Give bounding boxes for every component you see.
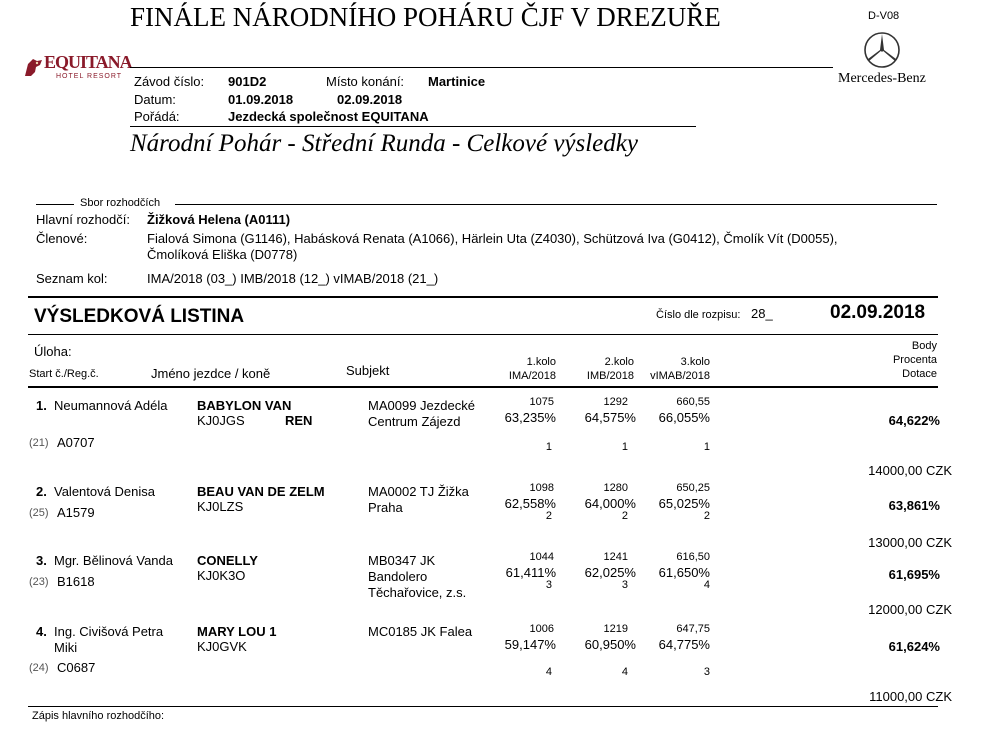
col-start: Start č./Reg.č. [29,368,99,380]
col-prize: Dotace [902,368,937,380]
col-task: Úloha: [34,344,72,359]
header-rule [130,67,833,68]
row-r1-points: 1044 [529,551,554,563]
row-rider: Valentová Denisa [54,484,155,499]
document-code: D-V08 [868,10,900,22]
row-r1-percent: 63,235% [504,410,556,425]
row-r1-points: 1098 [529,482,554,494]
logo-main-text: EQUITANA [44,52,132,72]
row-r3-percent: 65,025% [658,496,710,511]
row-subject-1: MB0347 JK [368,553,436,568]
row-prize: 13000,00 CZK [868,535,952,550]
sponsor-name: Mercedes-Benz [838,71,926,86]
venue-value: Martinice [428,74,486,89]
date-from: 01.09.2018 [228,92,294,107]
row-r3-percent: 61,650% [658,565,710,580]
col-body: Body [911,340,937,352]
row-r2-points: 1292 [603,396,628,408]
document-title: FINÁLE NÁRODNÍHO POHÁRU ČJF V DREZUŘE [130,2,721,32]
row-horse-id: KJ0GVK [197,639,247,654]
row-r2-points: 1219 [603,623,628,635]
row-r1-percent: 59,147% [504,637,556,652]
row-r3-rank: 3 [703,666,710,678]
col-name: Jméno jezdce / koně [151,366,271,381]
col-round-1-b: IMA/2018 [508,370,556,382]
date-to: 02.09.2018 [337,92,403,107]
row-r3-points: 647,75 [676,623,710,635]
row-r2-points: 1241 [603,551,628,563]
row-r2-percent: 60,950% [584,637,636,652]
row-r3-rank: 1 [703,441,710,453]
row-rider: Neumannová Adéla [54,398,168,413]
row-horse-id: KJ0K3O [197,568,246,583]
competition-label: Závod číslo: [134,74,205,89]
row-horse-extra: REN [285,413,313,428]
row-r2-rank: 3 [621,579,628,591]
row-total-percent: 64,622% [888,413,940,428]
date-label: Datum: [134,92,176,107]
results-title: VÝSLEDKOVÁ LISTINA [34,306,245,327]
venue-label: Místo konání: [326,74,405,89]
row-place: 3. [36,553,47,568]
row-prize: 11000,00 CZK [869,689,952,704]
members-line-2: Čmolíková Eliška (D0778) [147,247,298,262]
row-r1-points: 1075 [529,396,554,408]
row-subject-1: MA0002 TJ Žižka [368,484,469,499]
chief-judge-notes-label: Zápis hlavního rozhodčího: [32,710,165,722]
jury-rule-left [36,204,74,205]
row-reg-number: A0707 [57,435,95,450]
members-label: Členové: [36,231,88,246]
row-r2-percent: 64,575% [584,410,636,425]
equitana-logo [22,52,132,86]
row-horse: BABYLON VAN [197,398,292,413]
rounds-value: IMA/2018 (03_) IMB/2018 (12_) vIMAB/2018 (21_) [147,271,439,286]
members-line-1: Fialová Simona (G1146), Habásková Renata (A1066), Härlein Uta (Z4030), Schützová Iva (G0412), Čmolík Vít (D0055), [147,231,838,246]
row-prize: 12000,00 CZK [868,602,952,617]
row-horse: BEAU VAN DE ZELM [197,484,325,499]
row-r1-rank: 2 [545,510,552,522]
row-r1-points: 1006 [529,623,554,635]
results-top-rule [28,296,938,298]
row-subject-1: MA0099 Jezdecké [368,398,475,413]
col-round-2-a: 2.kolo [604,356,634,368]
col-round-3-b: vIMAB/2018 [650,370,710,382]
col-round-2-b: IMB/2018 [586,370,634,382]
row-rider-line-2: Miki [54,640,78,655]
chief-judge-value: Žižková Helena (A0111) [147,212,291,227]
row-total-percent: 63,861% [888,498,940,513]
prop-label: Číslo dle rozpisu: [656,309,741,321]
row-reg-number: C0687 [57,660,96,675]
horse-head-icon [22,56,46,80]
col-round-3-a: 3.kolo [680,356,710,368]
row-start-number: (25) [29,507,49,519]
row-rider: Ing. Civišová Petra [54,624,164,639]
row-r3-percent: 64,775% [658,637,710,652]
row-r1-percent: 61,411% [505,565,556,580]
row-r1-rank: 1 [545,441,552,453]
results-date: 02.09.2018 [830,302,926,323]
row-reg-number: A1579 [57,505,95,520]
row-horse-id: KJ0LZS [197,499,244,514]
results-mid-rule [28,334,938,335]
results-bottom-rule [28,706,938,707]
row-r3-points: 660,55 [676,396,710,408]
row-r2-rank: 4 [621,666,628,678]
row-start-number: (21) [29,437,49,449]
col-subject: Subjekt [346,363,390,378]
jury-section-label: Sbor rozhodčích [80,197,161,209]
organizer-label: Pořádá: [134,109,180,124]
row-r3-rank: 2 [703,510,710,522]
row-place: 2. [36,484,47,499]
mercedes-logo [858,30,908,70]
row-r3-points: 650,25 [676,482,710,494]
row-subject-3: Těchařovice, z.s. [368,585,467,600]
competition-value: 901D2 [228,74,267,89]
row-total-percent: 61,695% [888,567,940,582]
row-r3-points: 616,50 [676,551,710,563]
jury-rule-right [175,204,937,205]
row-total-percent: 61,624% [888,639,940,654]
rounds-label: Seznam kol: [36,271,108,286]
row-start-number: (23) [29,576,49,588]
row-subject-2: Centrum Zájezd [368,414,461,429]
document-subtitle: Národní Pohár - Střední Runda - Celkové výsledky [130,130,638,157]
row-horse: CONELLY [197,553,258,568]
row-r1-percent: 62,558% [504,496,556,511]
col-round-1-a: 1.kolo [526,356,556,368]
row-subject-2: Bandolero [368,569,428,584]
info-rule [130,126,696,127]
row-r2-points: 1280 [603,482,628,494]
row-r3-rank: 4 [703,579,710,591]
chief-judge-label: Hlavní rozhodčí: [36,212,130,227]
col-percent: Procenta [892,354,937,366]
row-horse: MARY LOU 1 [197,624,277,639]
row-place: 4. [36,624,47,639]
row-r1-rank: 3 [545,579,552,591]
header-bottom-rule [28,386,938,388]
row-subject-2: Praha [368,500,403,515]
row-prize: 14000,00 CZK [868,463,952,478]
row-r2-percent: 64,000% [584,496,636,511]
logo-sub-text: HOTEL RESORT [56,73,123,80]
row-rider: Mgr. Bělinová Vanda [54,553,173,568]
row-r3-percent: 66,055% [658,410,710,425]
row-r2-rank: 1 [621,441,628,453]
row-place: 1. [36,398,47,413]
row-r2-percent: 62,025% [584,565,636,580]
row-reg-number: B1618 [57,574,95,589]
row-start-number: (24) [29,662,49,674]
row-r2-rank: 2 [621,510,628,522]
mercedes-star-icon [862,30,902,70]
row-subject-1: MC0185 JK Falea [368,624,473,639]
row-horse-id: KJ0JGS [197,413,245,428]
row-r1-rank: 4 [545,666,552,678]
organizer-value: Jezdecká společnost EQUITANA [228,109,429,124]
prop-value: 28_ [751,306,773,321]
